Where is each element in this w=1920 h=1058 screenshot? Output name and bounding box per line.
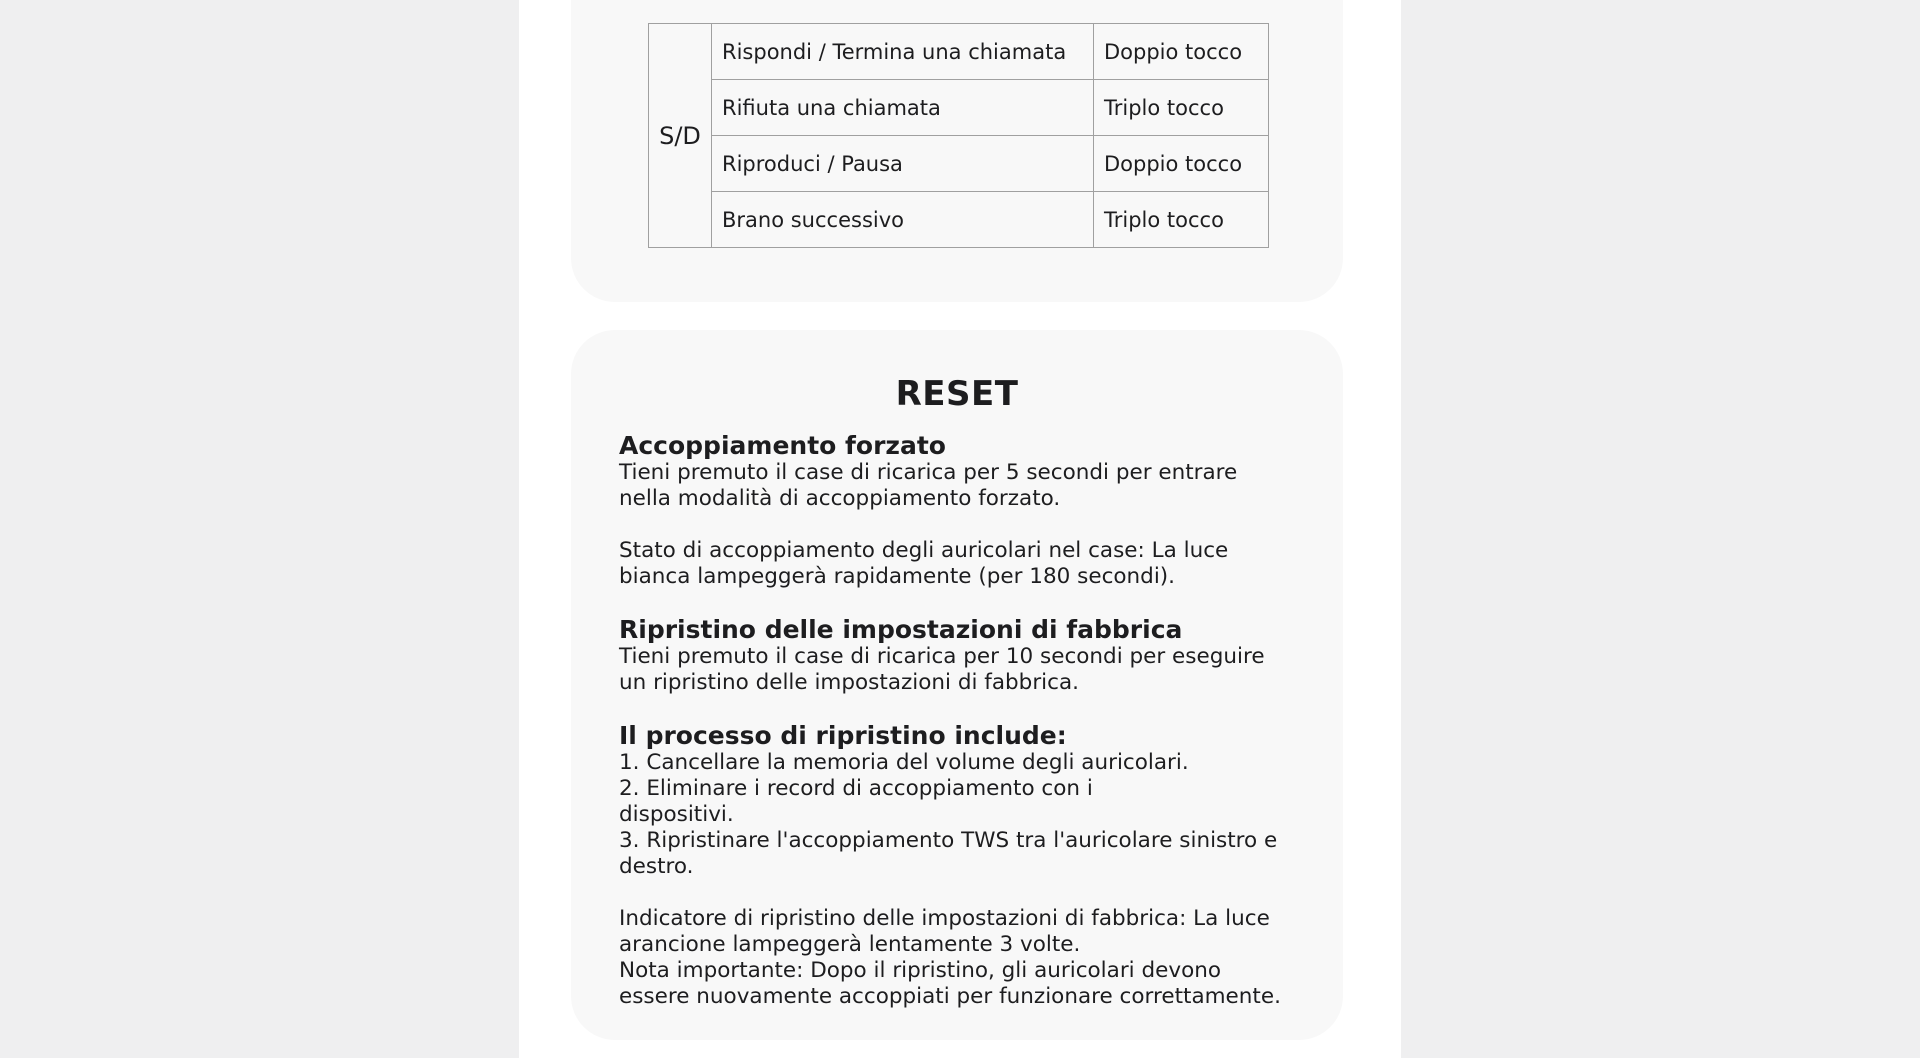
action-cell: Brano successivo xyxy=(712,192,1094,248)
side-label: S/D xyxy=(649,24,712,248)
forced-pairing-heading: Accoppiamento forzato xyxy=(619,431,946,460)
reset-title: RESET xyxy=(895,374,1019,414)
forced-pairing-text: Tieni premuto il case di ricarica per 5 secondi per entrare nella modalità di accoppiamento forzato. xyxy=(619,460,1238,511)
process-heading: Il processo di ripristino include: xyxy=(619,721,1067,750)
process-step-2-line-1: 2. Eliminare i record di accoppiamento con i xyxy=(619,776,1093,801)
table-row xyxy=(649,80,1269,136)
process-step-3: 3. Ripristinare l'accoppiamento TWS tra l'auricolare sinistro e destro. xyxy=(619,828,1278,879)
gesture-cell: Doppio tocco xyxy=(1094,136,1269,192)
pairing-status-text: Stato di accoppiamento degli auricolari nel case: La luce bianca lampeggerà rapidamente (per 180 secondi). xyxy=(619,538,1229,589)
action-cell: Rispondi / Termina una chiamata xyxy=(712,24,1094,80)
controls-table xyxy=(648,23,1269,248)
gesture-cell: Doppio tocco xyxy=(1094,24,1269,80)
process-step-2-line-2: dispositivi. xyxy=(619,802,734,827)
gesture-cell: Triplo tocco xyxy=(1094,80,1269,136)
reset-indicator-text: Indicatore di ripristino delle impostazioni di fabbrica: La luce arancione lampeggerà lentamente 3 volte. xyxy=(619,906,1270,957)
factory-reset-text: Tieni premuto il case di ricarica per 10 secondi per eseguire un ripristino delle impostazioni di fabbrica. xyxy=(619,644,1265,695)
manual-page xyxy=(519,0,1401,1058)
action-cell: Riproduci / Pausa xyxy=(712,136,1094,192)
table-row xyxy=(649,192,1269,248)
gesture-cell: Triplo tocco xyxy=(1094,192,1269,248)
table-row xyxy=(649,24,1269,80)
process-step-1: 1. Cancellare la memoria del volume degli auricolari. xyxy=(619,750,1189,775)
controls-card xyxy=(571,0,1343,302)
action-cell: Rifiuta una chiamata xyxy=(712,80,1094,136)
table-row xyxy=(649,136,1269,192)
important-note: Nota importante: Dopo il ripristino, gli auricolari devono essere nuovamente accoppiati per funzionare correttamente. xyxy=(619,958,1281,1009)
factory-reset-heading: Ripristino delle impostazioni di fabbrica xyxy=(619,615,1183,644)
reset-card xyxy=(571,330,1343,1040)
